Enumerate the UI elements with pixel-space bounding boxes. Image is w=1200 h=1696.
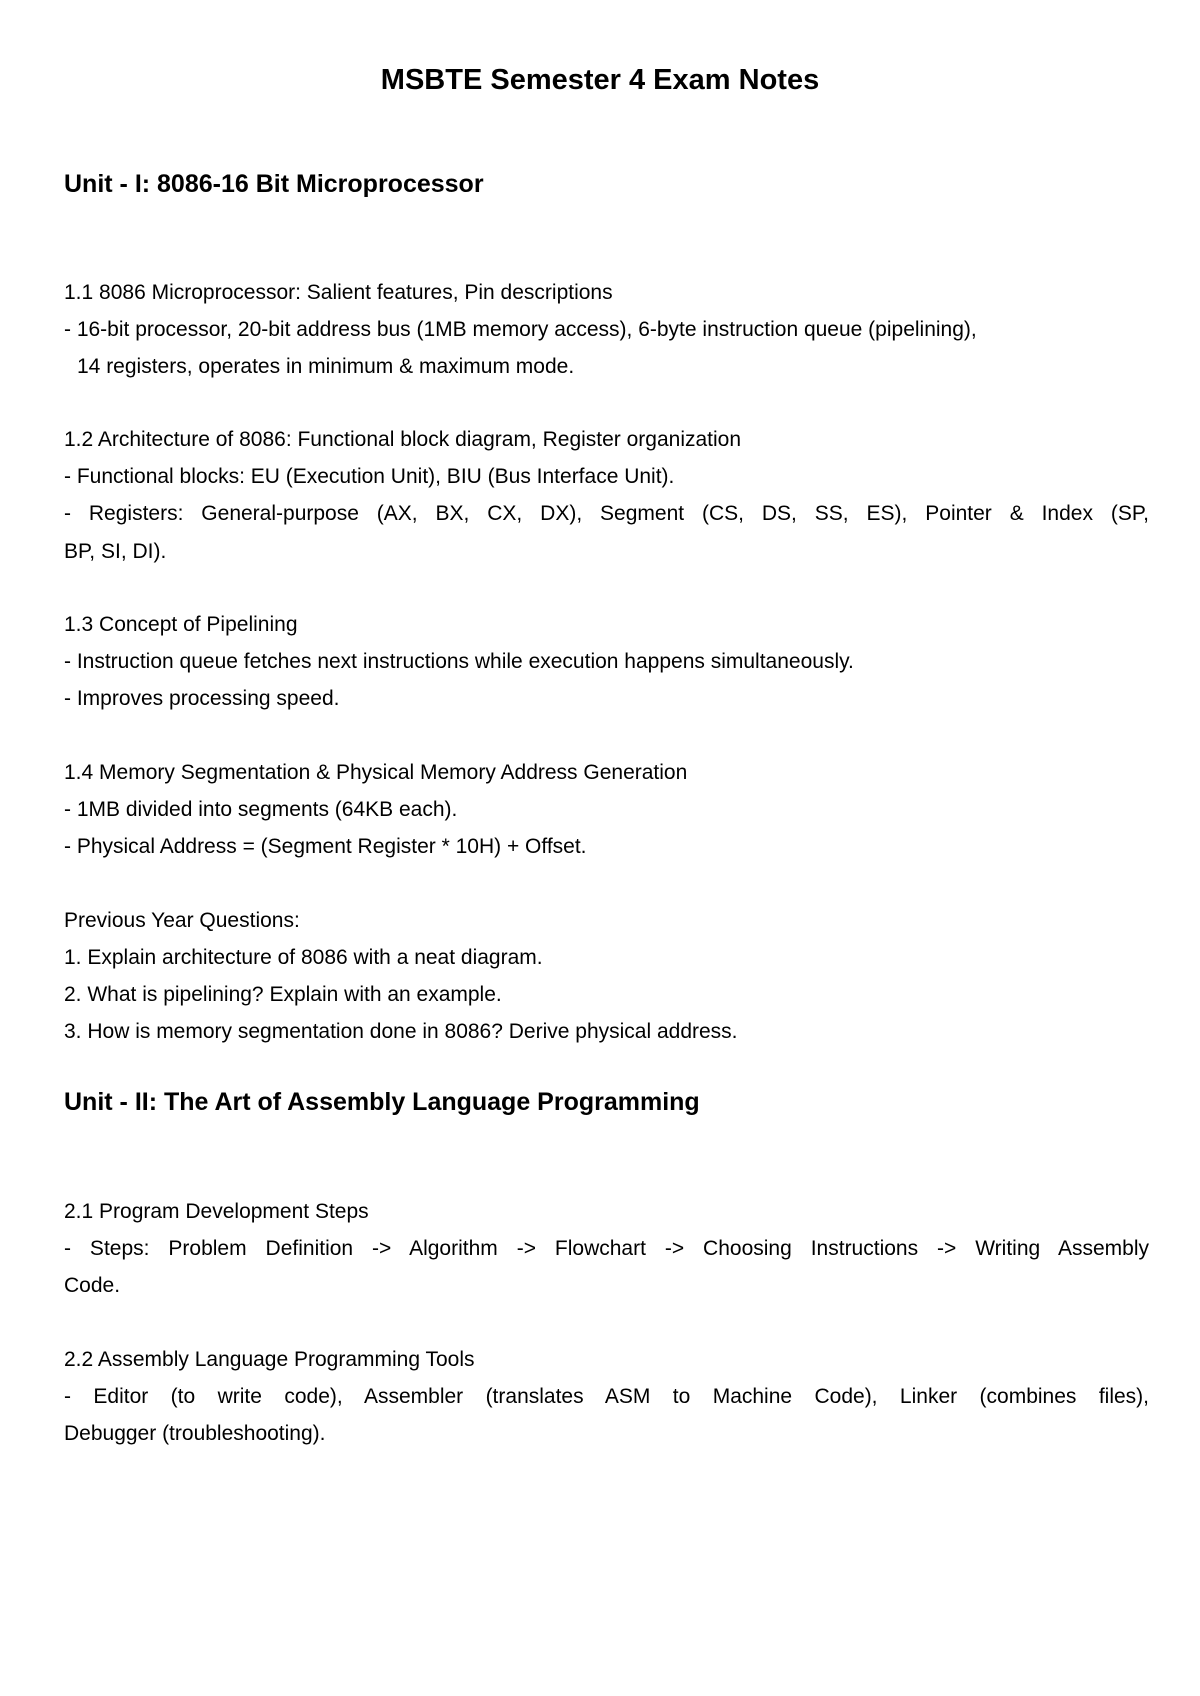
section-1-2-line-2: - Registers: General-purpose (AX, BX, CX, DX), Segment (CS, DS, SS, ES), Pointer & Index (SP, bbox=[64, 502, 1149, 525]
section-2-2-heading: 2.2 Assembly Language Programming Tools bbox=[64, 1348, 475, 1371]
section-1-3-line-1: - Instruction queue fetches next instructions while execution happens simultaneously. bbox=[64, 650, 854, 673]
section-1-2-line-3: BP, SI, DI). bbox=[64, 540, 167, 563]
unit-1-heading: Unit - I: 8086-16 Bit Microprocessor bbox=[64, 170, 484, 198]
section-2-2-line-1: - Editor (to write code), Assembler (translates ASM to Machine Code), Linker (combines files), bbox=[64, 1385, 1149, 1408]
section-1-1-line-1: - 16-bit processor, 20-bit address bus (1MB memory access), 6-byte instruction queue (pipelining), bbox=[64, 318, 977, 341]
section-1-1-heading: 1.1 8086 Microprocessor: Salient features, Pin descriptions bbox=[64, 281, 613, 304]
question-1: 1. Explain architecture of 8086 with a neat diagram. bbox=[64, 946, 543, 969]
section-1-4-line-1: - 1MB divided into segments (64KB each). bbox=[64, 798, 458, 821]
section-1-2-line-1: - Functional blocks: EU (Execution Unit), BIU (Bus Interface Unit). bbox=[64, 465, 675, 488]
section-1-2-heading: 1.2 Architecture of 8086: Functional block diagram, Register organization bbox=[64, 428, 742, 451]
section-2-1-line-1: - Steps: Problem Definition -> Algorithm -> Flowchart -> Choosing Instructions -> Writing Assembly bbox=[64, 1237, 1149, 1260]
section-1-4-line-2: - Physical Address = (Segment Register * 10H) + Offset. bbox=[64, 835, 587, 858]
question-3: 3. How is memory segmentation done in 8086? Derive physical address. bbox=[64, 1020, 738, 1043]
section-2-2-line-2: Debugger (troubleshooting). bbox=[64, 1422, 326, 1445]
section-1-3-heading: 1.3 Concept of Pipelining bbox=[64, 613, 298, 636]
section-1-1-line-2: 14 registers, operates in minimum & maximum mode. bbox=[77, 355, 575, 378]
document-title: MSBTE Semester 4 Exam Notes bbox=[380, 64, 820, 96]
section-2-1-line-2: Code. bbox=[64, 1274, 121, 1297]
section-1-4-heading: 1.4 Memory Segmentation & Physical Memory Address Generation bbox=[64, 761, 688, 784]
previous-year-questions-heading: Previous Year Questions: bbox=[64, 909, 300, 932]
question-2: 2. What is pipelining? Explain with an example. bbox=[64, 983, 502, 1006]
unit-2-heading: Unit - II: The Art of Assembly Language Programming bbox=[64, 1088, 700, 1116]
section-2-1-heading: 2.1 Program Development Steps bbox=[64, 1200, 369, 1223]
section-1-3-line-2: - Improves processing speed. bbox=[64, 687, 340, 710]
